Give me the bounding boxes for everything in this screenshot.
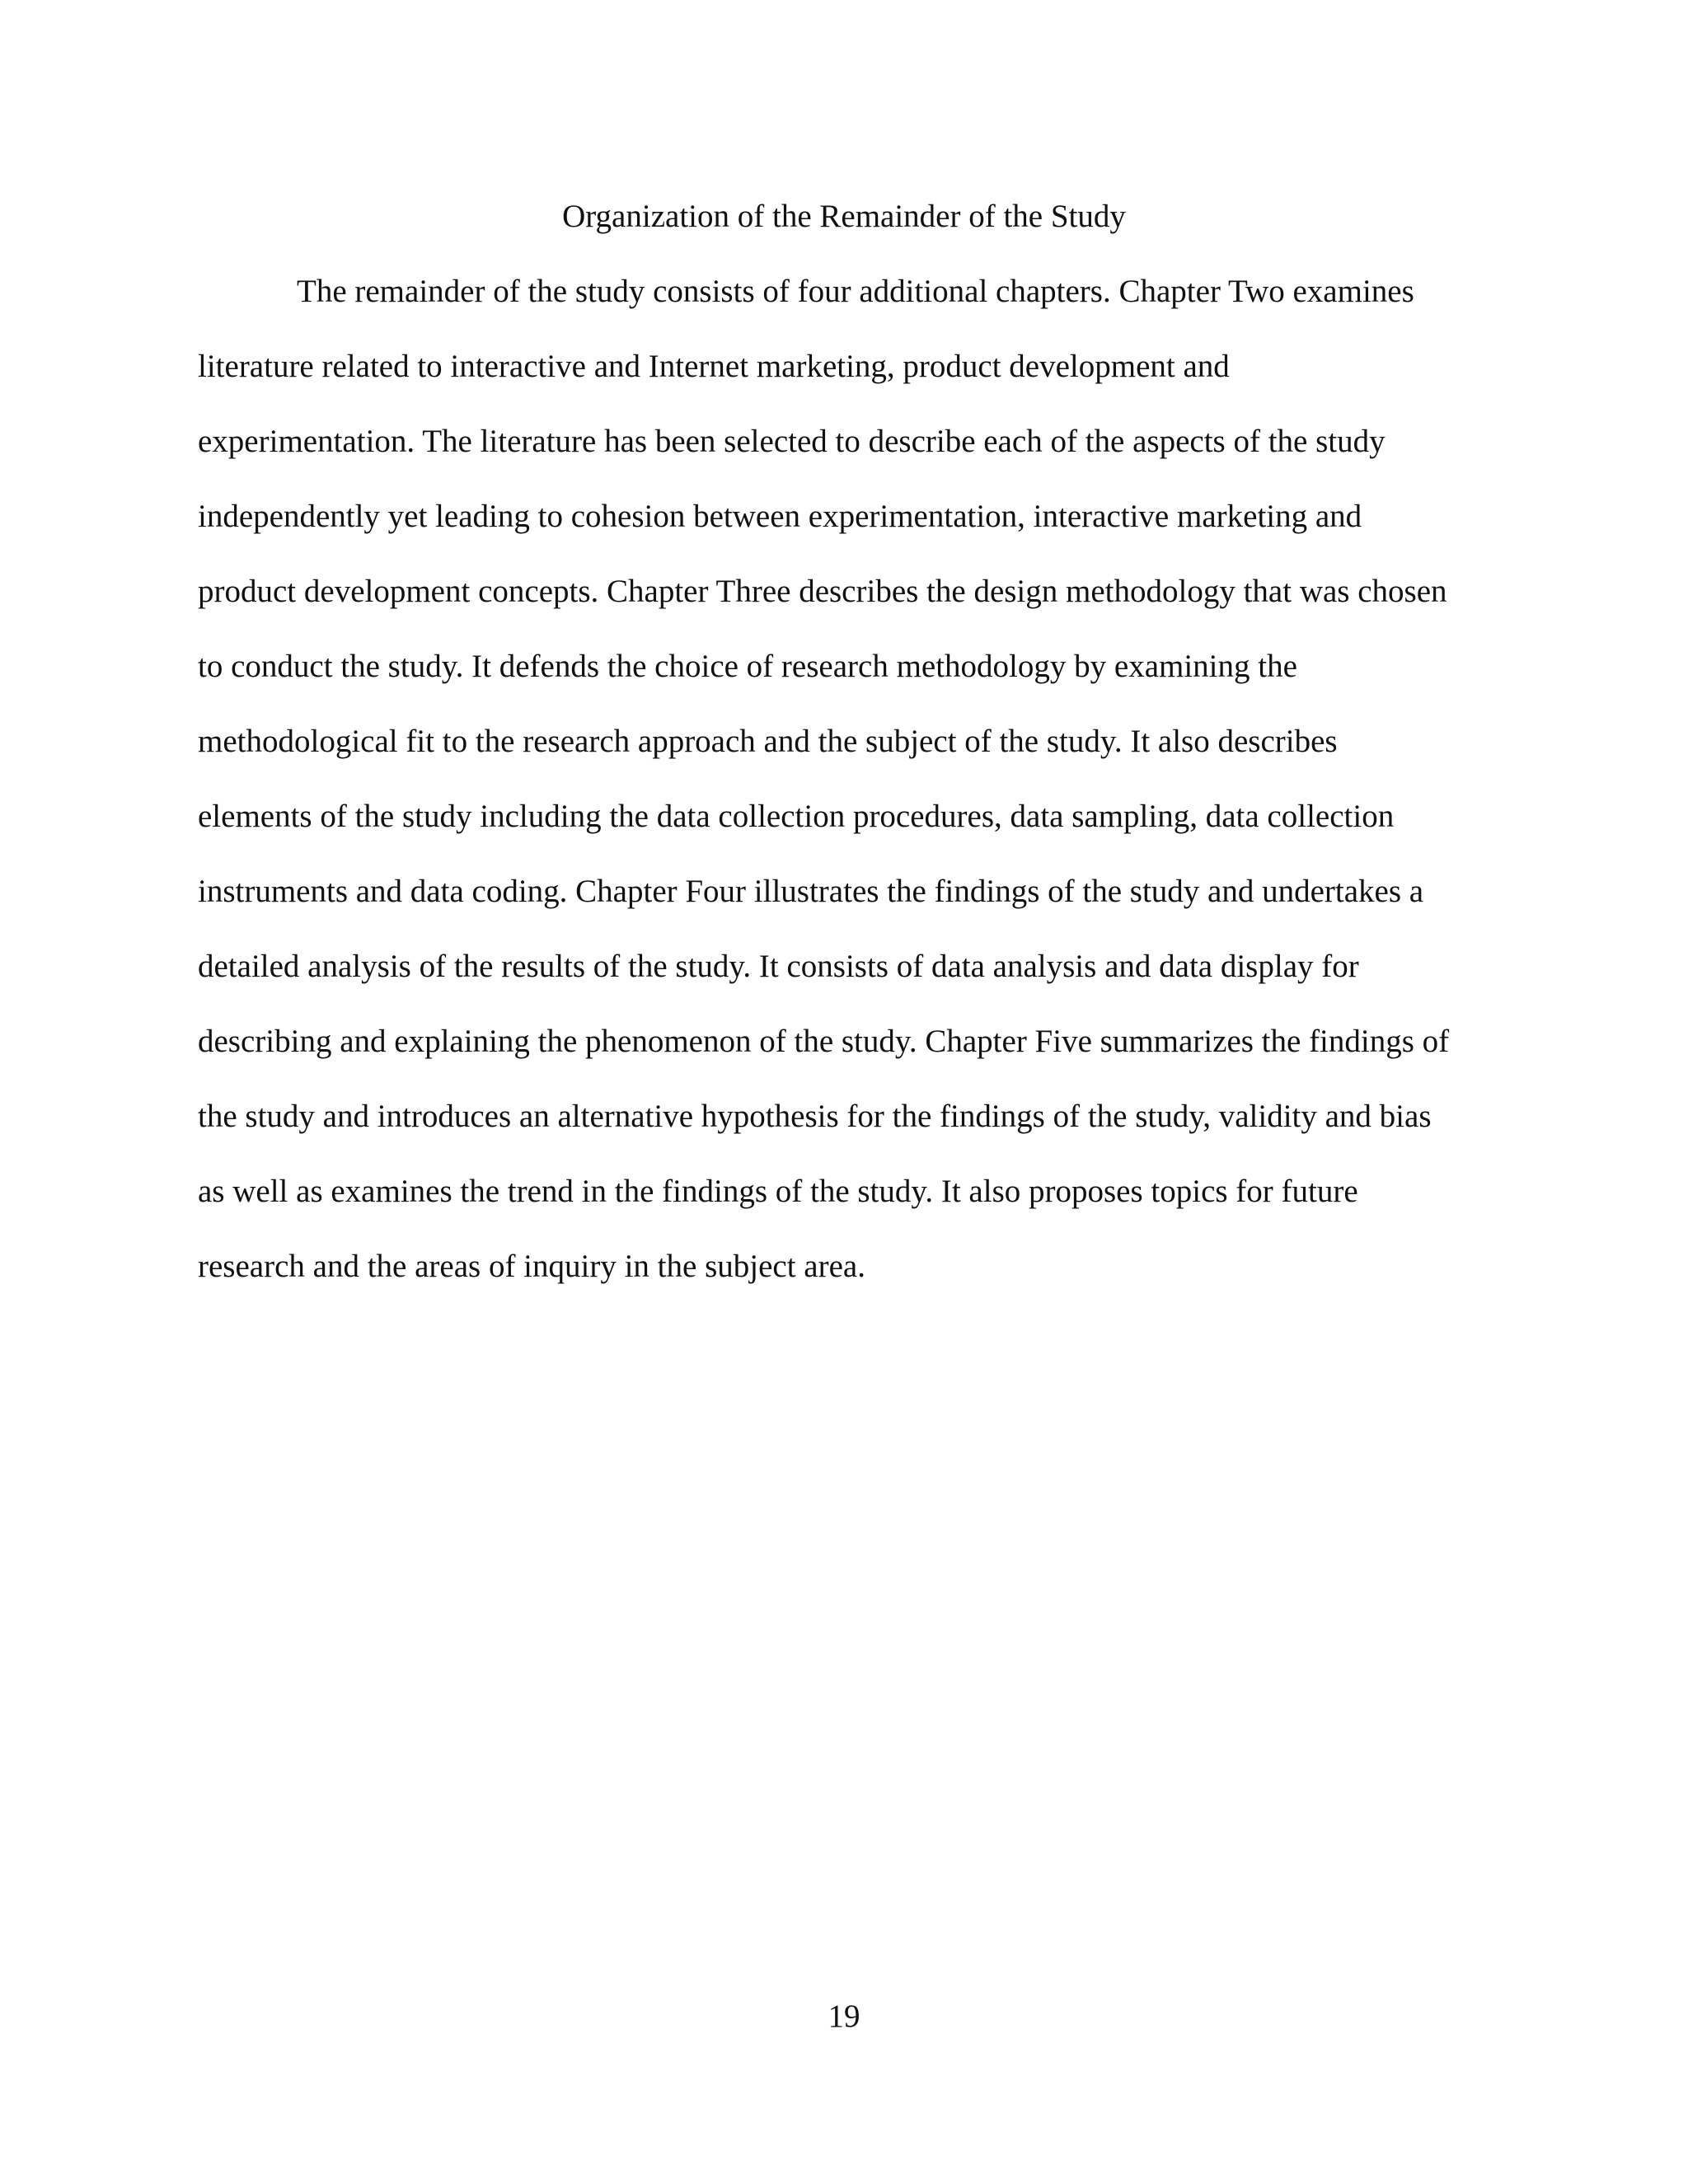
paragraph-line: methodological fit to the research approach and the subject of the study. It also describes [198,724,1338,759]
paragraph-line: detailed analysis of the results of the study. It consists of data analysis and data display for [198,949,1359,984]
paragraph-line: the study and introduces an alternative hypothesis for the findings of the study, validity and bias [198,1099,1432,1134]
paragraph-line: elements of the study including the data collection procedures, data sampling, data collection [198,799,1395,834]
paragraph-line: product development concepts. Chapter Three describes the design methodology that was chosen [198,574,1447,609]
paragraph-line: research and the areas of inquiry in the subject area. [198,1249,865,1284]
paragraph-line: The remainder of the study consists of four additional chapters. Chapter Two examines [297,274,1414,309]
page-number: 19 [828,1999,860,2034]
paragraph-line: to conduct the study. It defends the choice of research methodology by examining the [198,649,1297,684]
paragraph-line: experimentation. The literature has been selected to describe each of the aspects of the study [198,424,1386,459]
paragraph-line: independently yet leading to cohesion between experimentation, interactive marketing and [198,499,1362,534]
paragraph-line: instruments and data coding. Chapter Four illustrates the findings of the study and undertakes a [198,874,1424,909]
paragraph-line: as well as examines the trend in the findings of the study. It also proposes topics for future [198,1174,1358,1209]
section-heading: Organization of the Remainder of the Study [562,199,1126,234]
paragraph-line: describing and explaining the phenomenon of the study. Chapter Five summarizes the findings of [198,1024,1450,1059]
paragraph-line: literature related to interactive and Internet marketing, product development and [198,349,1230,384]
